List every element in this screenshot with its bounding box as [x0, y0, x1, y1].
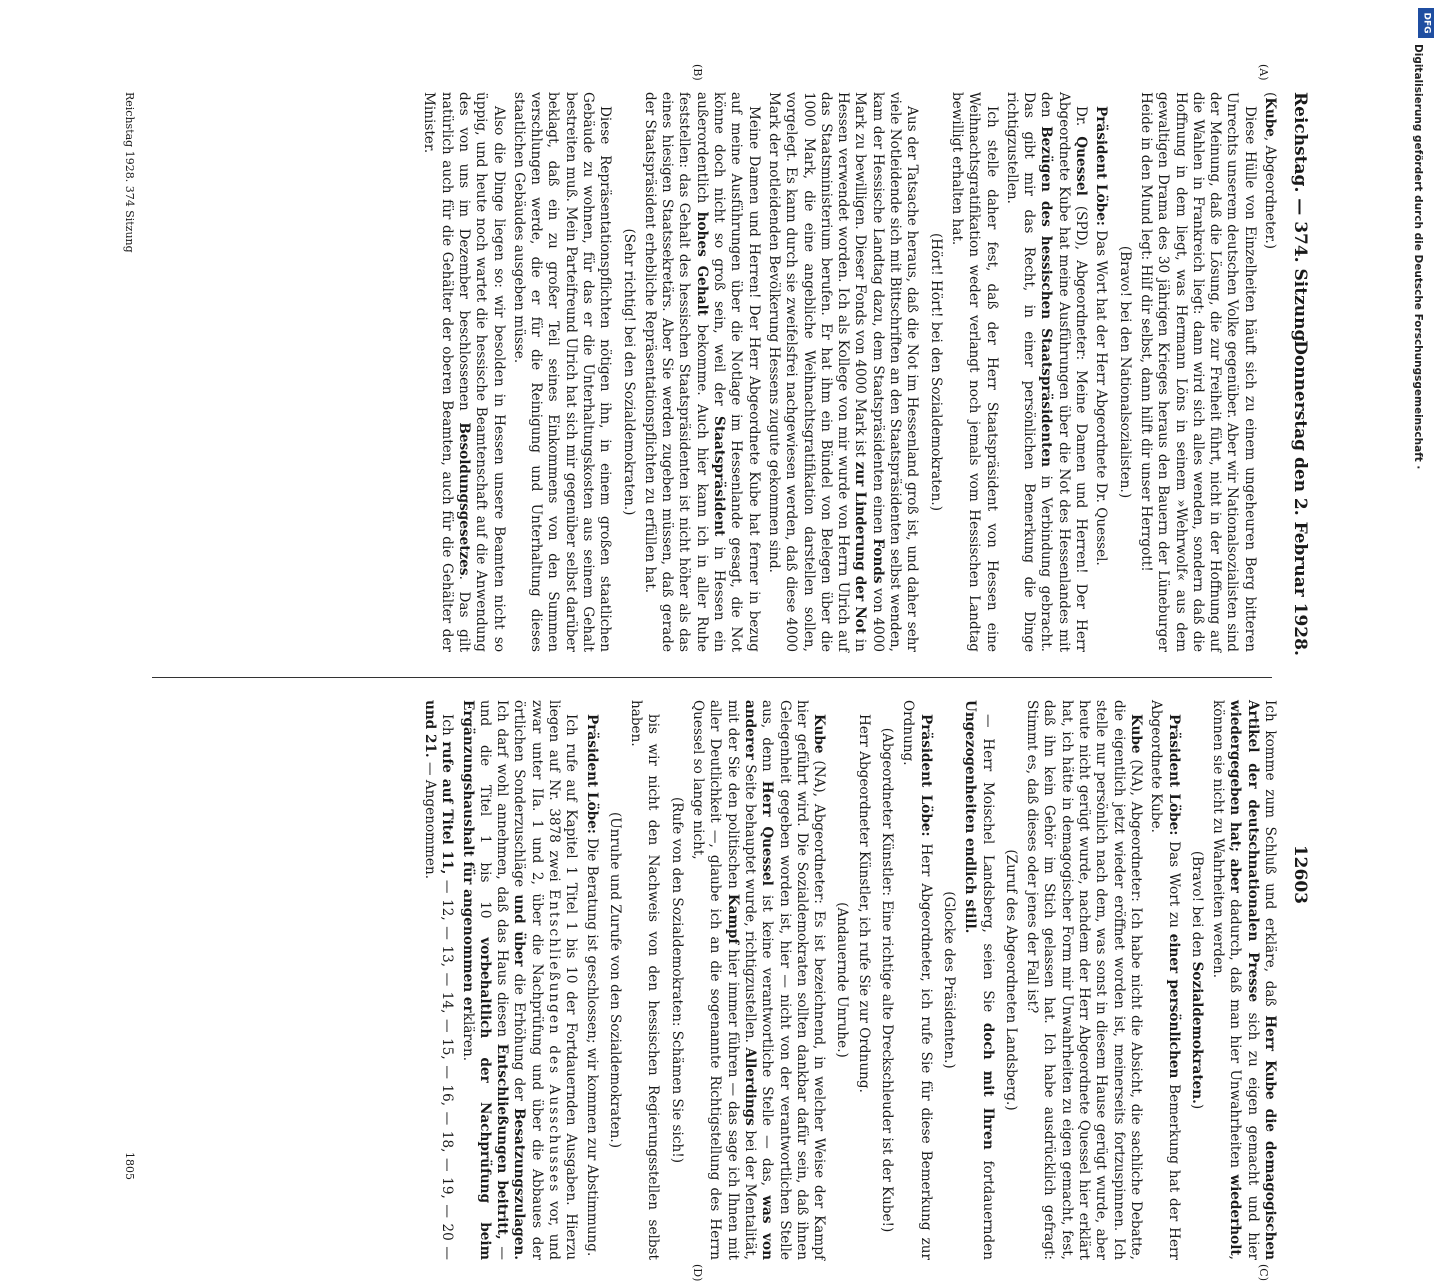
margin-mark-c: (C)	[1257, 1264, 1270, 1281]
right-paragraph-14: (Unruhe und Zurufe von den Sozialdemokraten.)	[606, 811, 623, 1149]
right-paragraph-13: bis wir nicht den Nachweis von den hessischen Regierungsstellen selbst haben.	[628, 700, 662, 1260]
right-paragraph-4: (Zuruf des Abgeordneten Landsberg.)	[1002, 849, 1019, 1111]
right-paragraph-3: Kube (NA), Abgeordneter: Ich habe nicht die Absicht, die sachliche Debatte, die eigentlich jetzt wieder eröffnet worden ist, meinerseits fortzuspinnen. Ich stelle nur persönlich nach dem, was sonst in diesem Hause gerügt wurde, aber heute nicht gerügt wurde, nachdem der Herr Abgeordnete Quessel hier erklärt hat, ich hätte in demagogischer Form mir Unwahrheiten zu eigen gemacht, fest, daß ihn kein Gehör im Stich gelassen hat. Ich habe ausdrücklich gefragt: Stimmt es, daß dieses oder jenes der Fall ist?	[1024, 700, 1144, 1260]
left-paragraph-0: (Kube, Abgeordneter.)	[1262, 92, 1278, 250]
margin-mark-b: (B)	[691, 64, 704, 81]
right-paragraph-15: Präsident Löbe: Die Beratung ist geschlossen; wir kommen zur Abstimmung.	[583, 714, 600, 1257]
right-paragraph-9: Herr Abgeordneter Künstler, ich rufe Sie zur Ordnung.	[855, 714, 872, 1093]
left-paragraph-4: Dr. Quessel (SPD), Abgeordneter: Meine Damen und Herren! Der Herr Abgeordnete Kube hat meine Ausführungen über die Not des Hessenlandes mit den Bezügen des hessischen Staatspräsidenten in Verbindung gebracht. Das gibt mir das Recht, in einer persönlichen Bemerkung die Dinge richtigzustellen.	[1003, 92, 1090, 653]
rotated-page	[118, 64, 1314, 1281]
dfg-logo-text: DFG	[1421, 12, 1432, 34]
margin-mark-a: (A)	[1257, 64, 1270, 81]
left-paragraph-10: Diese Repräsentationspflichten nötigen ihn, in einem großen staatlichen Gebäude zu wohnen, für das er die Unterhaltungskosten aus seinem Gehalt bestreiten muß. Mein Parteifreund Ulrich hat sich mir gegenüber selbst darüber beklagt, daß ein zu großer Teil seines Einkommens von den Summen verschlungen werde, die er für die Reinigung und Unterhaltung dieses staatlichen Gebäudes ausgeben müsse.	[510, 92, 614, 652]
digitization-credit: Digitalisierung gefördert durch die Deutsche Forschungsgemeinschaft ·	[1412, 44, 1424, 470]
margin-mark-d: (D)	[691, 1264, 704, 1281]
footer-right: 1805	[123, 1152, 136, 1180]
right-column	[418, 700, 1278, 1260]
right-paragraph-10: (Andauernde Unruhe.)	[834, 902, 851, 1058]
right-paragraph-11: Kube (NA), Abgeordneter: Es ist bezeichnend, in welcher Weise der Kampf hier geführt wird. Die Sozialdemokraten sollten dankbar dafür sein, daß ihnen Gelegenheit gegeben worden ist, hier — nicht von der verantwortlichen Stelle aus, denn Herr Quessel ist keine verantwortliche Stelle — das, was von anderer Seite behauptet wurde, richtigzustellen. Allerdings bei der Mentalität, mit der Sie den politischen Kampf hier immer führen — das sage ich Ihnen mit aller Deutlichkeit —, glaube ich an die sogenannte Richtigstellung des Herrn Quessel so lange nicht,	[690, 700, 828, 1260]
footer-left: Reichstag 1928. 374 Sitzung	[123, 92, 136, 253]
header-center: Donnerstag den 2. Februar 1928.	[1290, 340, 1310, 656]
dfg-logo	[1418, 8, 1434, 38]
left-column	[417, 92, 1278, 652]
right-paragraph-0: Ich komme zum Schluß und erkläre, daß Herr Kube die demagogischen Artikel der deutschnationalen Presse sich zu eigen gemacht und hier wiedergegeben hat; aber dadurch, daß man hier Unwahrheiten wiederholt, können sie nicht zu Wahrheiten werden.	[1210, 700, 1278, 1261]
right-paragraph-12: (Rufe von den Sozialdemokraten: Schämen Sie sich!)	[668, 796, 685, 1164]
page-header	[1282, 92, 1314, 904]
right-paragraph-16: Ich rufe auf Kapitel 1 Titel 1 bis 10 der Fortdauernden Ausgaben. Hierzu liegen auf Nr. 3878 zwei Entschließungen des Ausschusses vor, und zwar unter IIa. 1 und 2, über die Nachprüfung und über die Abbaues der örtlichen Sonderzuschläge und über die Erhöhung der Besatzungszulagen. Ich darf wohl annehmen, daß das Haus diesen Entschließungen beitritt, — und die Titel 1 bis 10 vorbehaltlich der Nachprüfung beim Ergänzungshaushalt für angenommen erklären.	[459, 700, 580, 1260]
left-paragraph-7: Aus der Tatsache heraus, daß die Not im Hessenland groß ist, und daher sehr viele Notleidende sich mit Bittschriften an den Staatspräsidenten selbst wenden, kam der Hessische Landtag dazu, dem Staatspräsidenten einen Fonds von 4000 Mark zu bewilligen. Dieser Fonds von 4000 Mark ist zur Linderung der Not in Hessen verwendet worden. Ich als Kollege von mir wurde von Herrn Ulrich auf das Staatsministerium berufen. Er hat ihm ein Bündel von Belegen über die 1000 Mark, die eine angebliche Weihnachtsgratifikation darstellen sollen, vorgelegt. Es kann durch sie zweifelsfrei nachgewiesen werden, daß diese 4000 Mark der notleidenden Bevölkerung Hessens zugute gekommen sind.	[765, 92, 921, 653]
right-paragraph-1: (Bravo! bei den Sozialdemokraten.)	[1188, 850, 1205, 1110]
left-paragraph-9: (Sehr richtig! bei den Sozialdemokraten.)	[620, 228, 637, 516]
right-paragraph-8: (Abgeordneter Künstler: Eine richtige alte Dreckschleuder ist der Kube!)	[879, 727, 896, 1233]
right-paragraph-7: Präsident Löbe: Herr Abgeordneter, ich rufe Sie für diese Bemerkung zur Ordnung.	[900, 700, 934, 1260]
left-paragraph-3: Präsident Löbe: Das Wort hat der Herr Abgeordnete Dr. Quessel.	[1093, 106, 1110, 566]
right-paragraph-5: — Herr Moischel Landsberg, seien Sie doch mit Ihren fortdauernden Ungezogenheiten endlich still.	[962, 700, 996, 1261]
header-left: Reichstag. — 374. Sitzung.	[1290, 92, 1310, 348]
left-paragraph-11: Also die Dinge liegen so: wir besolden in Hessen unsere Beamten nicht so üppig, und heute noch wartet die hessische Beamtenschaft auf die Anwendung des von uns im Dezember beschlossenen Besoldungsgesetzes. Das gilt natürlich auch für die Gehälter der oberen Beamten, auch für die Gehälter der Minister.	[421, 92, 507, 652]
right-paragraph-2: Präsident Löbe: Das Wort zu einer persönlichen Bemerkung hat der Herr Abgeordnete Kube.	[1148, 700, 1182, 1261]
left-paragraph-2: (Bravo! bei den Nationalsozialisten.)	[1116, 245, 1133, 499]
page-number: 12603	[1290, 844, 1310, 904]
column-divider	[152, 677, 1272, 678]
right-paragraph-17: Ich rufe auf Titel 11, — 12, — 13, — 14, — 15, — 16, — 18, — 19, — 20 — und 21. — Angenommen.	[421, 700, 456, 1260]
right-paragraph-6: (Glocke des Präsidenten.)	[940, 891, 957, 1069]
left-paragraph-5: Ich stelle daher fest, daß der Herr Staatspräsident von Hessen eine Weihnachtsgratifikation weder verlangt noch jemals vom Hessischen Landtag bewilligt erhalten hat.	[948, 92, 1000, 652]
left-paragraph-1: Diese Hülle von Einzelheiten häuft sich zu einem ungeheuren Berg bitteren Unrechts unserem deutschen Volke gegenüber. Aber wir Nationalsozialisten sind der Meinung, daß die Lösung, die zur Freiheit führt, nicht in der Hoffnung auf die Wahlen in Frankreich liegt: dann wird sich alles wenden, sondern daß die Hoffnung in dem liegt, was Hermann Löns in seinem »Wehrwolf« aus dem gewaltigen Drama des 30 jährigen Krieges heraus den Bauern der Lüneburger Heide in den Mund legt: Hilf dir selbst, dann hilft dir unser Herrgott!	[1137, 92, 1258, 652]
left-paragraph-8: Meine Damen und Herren! Der Herr Abgeordnete Kube hat ferner in bezug auf meine Ausführungen über die Notlage im Hessenlande gesagt, die Not könne doch nicht so groß sein, weil der Staatspräsident in Hessen ein außerordentlich hohes Gehalt bekomme. Auch hier kann ich in aller Ruhe feststellen: das Gehalt des hessischen Staatspräsidenten ist nicht höher als das eines hiesigen Staatssekretärs. Aber Sie werden zugeben müssen, daß gerade der Staatspräsident erhebliche Repräsentationspflichten zu erfüllen hat.	[641, 92, 762, 652]
left-paragraph-6: (Hört! Hört! bei den Sozialdemokraten.)	[927, 232, 944, 512]
